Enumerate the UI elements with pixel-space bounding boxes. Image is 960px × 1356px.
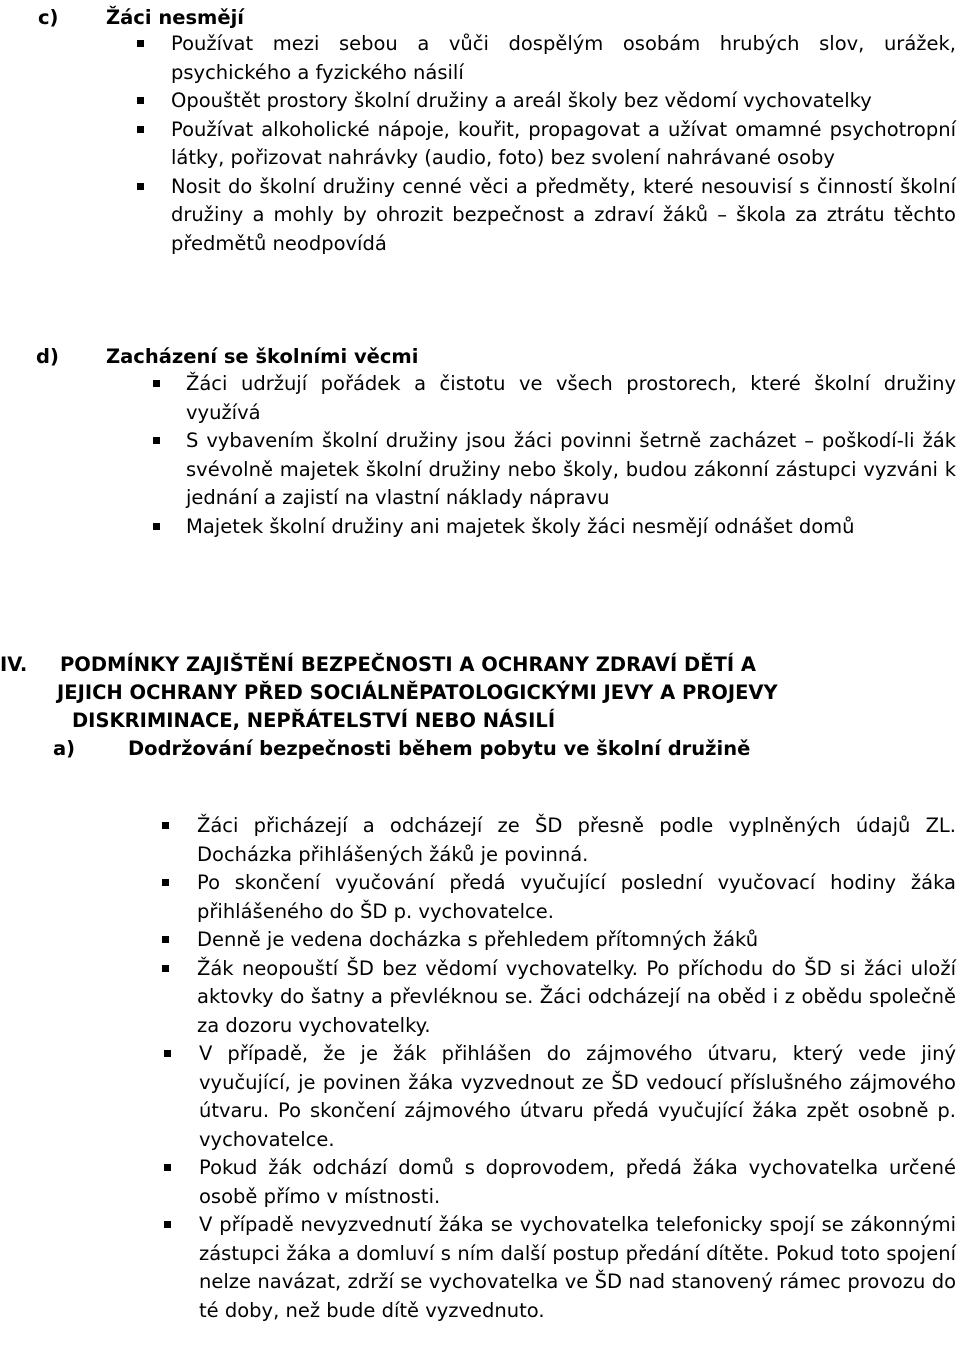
section-d-label: d) bbox=[36, 345, 59, 368]
section-c-list bbox=[171, 30, 956, 258]
section-iv-sub-title: Dodržování bezpečnosti během pobytu ve školní družině bbox=[128, 737, 751, 760]
list-item: S vybavením školní družiny jsou žáci povinni šetrně zacházet – poškodí-li žák svévolně majetek školní družiny nebo školy, budou zákonní zástupci vyzváni k jednání a zajistí na vlastní náklady nápravu bbox=[186, 427, 956, 513]
list-item: Po skončení vyučování předá vyučující poslední vyučovací hodiny žáka přihlášeného do ŠD p. vychovatelce. bbox=[197, 869, 956, 926]
list-item: Používat alkoholické nápoje, kouřit, propagovat a užívat omamné psychotropní látky, pořizovat nahrávky (audio, foto) bez svolení nahrávané osoby bbox=[171, 116, 956, 173]
section-d-title: Zacházení se školními věcmi bbox=[106, 345, 419, 368]
list-item: Opouštět prostory školní družiny a areál školy bez vědomí vychovatelky bbox=[171, 87, 956, 116]
section-iv-sub-label: a) bbox=[53, 737, 76, 760]
section-iv-list-1 bbox=[197, 812, 956, 1040]
section-c-label: c) bbox=[38, 6, 59, 29]
list-item: Žáci přicházejí a odcházejí ze ŠD přesně podle vyplněných údajů ZL. Docházka přihlášených žáků je povinná. bbox=[197, 812, 956, 869]
list-item: V případě nevyzvednutí žáka se vychovatelka telefonicky spojí se zákonnými zástupci žáka a domluví s ním další postup předání dítěte. Pokud toto spojení nelze navázat, zdrží se vychovatelka ve ŠD nad stanovený rámec provozu do té doby, než bude dítě vyzvednuto. bbox=[199, 1211, 956, 1325]
section-iv-title-line3: DISKRIMINACE, NEPŘÁTELSTVÍ NEBO NÁSILÍ bbox=[72, 709, 556, 732]
list-item: V případě, že je žák přihlášen do zájmového útvaru, který vede jiný vyučující, je povinen žáka vyzvednout ze ŠD vedoucí příslušného zájmového útvaru. Po skončení zájmového útvaru předá vyučující žáka zpět osobně p. vychovatelce. bbox=[199, 1040, 956, 1154]
section-iv-title-line2: JEJICH OCHRANY PŘED SOCIÁLNĚPATOLOGICKÝMI JEVY A PROJEVY bbox=[57, 681, 778, 704]
list-item: Žáci udržují pořádek a čistotu ve všech prostorech, které školní družiny využívá bbox=[186, 370, 956, 427]
section-d-list bbox=[186, 370, 956, 541]
list-item: Denně je vedena docházka s přehledem přítomných žáků bbox=[197, 926, 956, 955]
list-item: Používat mezi sebou a vůči dospělým osobám hrubých slov, urážek, psychického a fyzického násilí bbox=[171, 30, 956, 87]
section-c-title: Žáci nesmějí bbox=[106, 6, 244, 29]
section-iv-label: IV. bbox=[0, 653, 28, 676]
section-iv-title-line1: PODMÍNKY ZAJIŠTĚNÍ BEZPEČNOSTI A OCHRANY ZDRAVÍ DĚTÍ A bbox=[60, 653, 756, 676]
list-item: Nosit do školní družiny cenné věci a předměty, které nesouvisí s činností školní družiny a mohly by ohrozit bezpečnost a zdraví žáků – škola za ztrátu těchto předmětů neodpovídá bbox=[171, 173, 956, 259]
section-iv-list-2 bbox=[199, 1040, 956, 1325]
list-item: Pokud žák odchází domů s doprovodem, předá žáka vychovatelka určené osobě přímo v místnosti. bbox=[199, 1154, 956, 1211]
list-item: Majetek školní družiny ani majetek školy žáci nesmějí odnášet domů bbox=[186, 513, 956, 542]
list-item: Žák neopouští ŠD bez vědomí vychovatelky. Po příchodu do ŠD si žáci uloží aktovky do šatny a převléknou se. Žáci odcházejí na oběd i z obědu společně za dozoru vychovatelky. bbox=[197, 955, 956, 1041]
